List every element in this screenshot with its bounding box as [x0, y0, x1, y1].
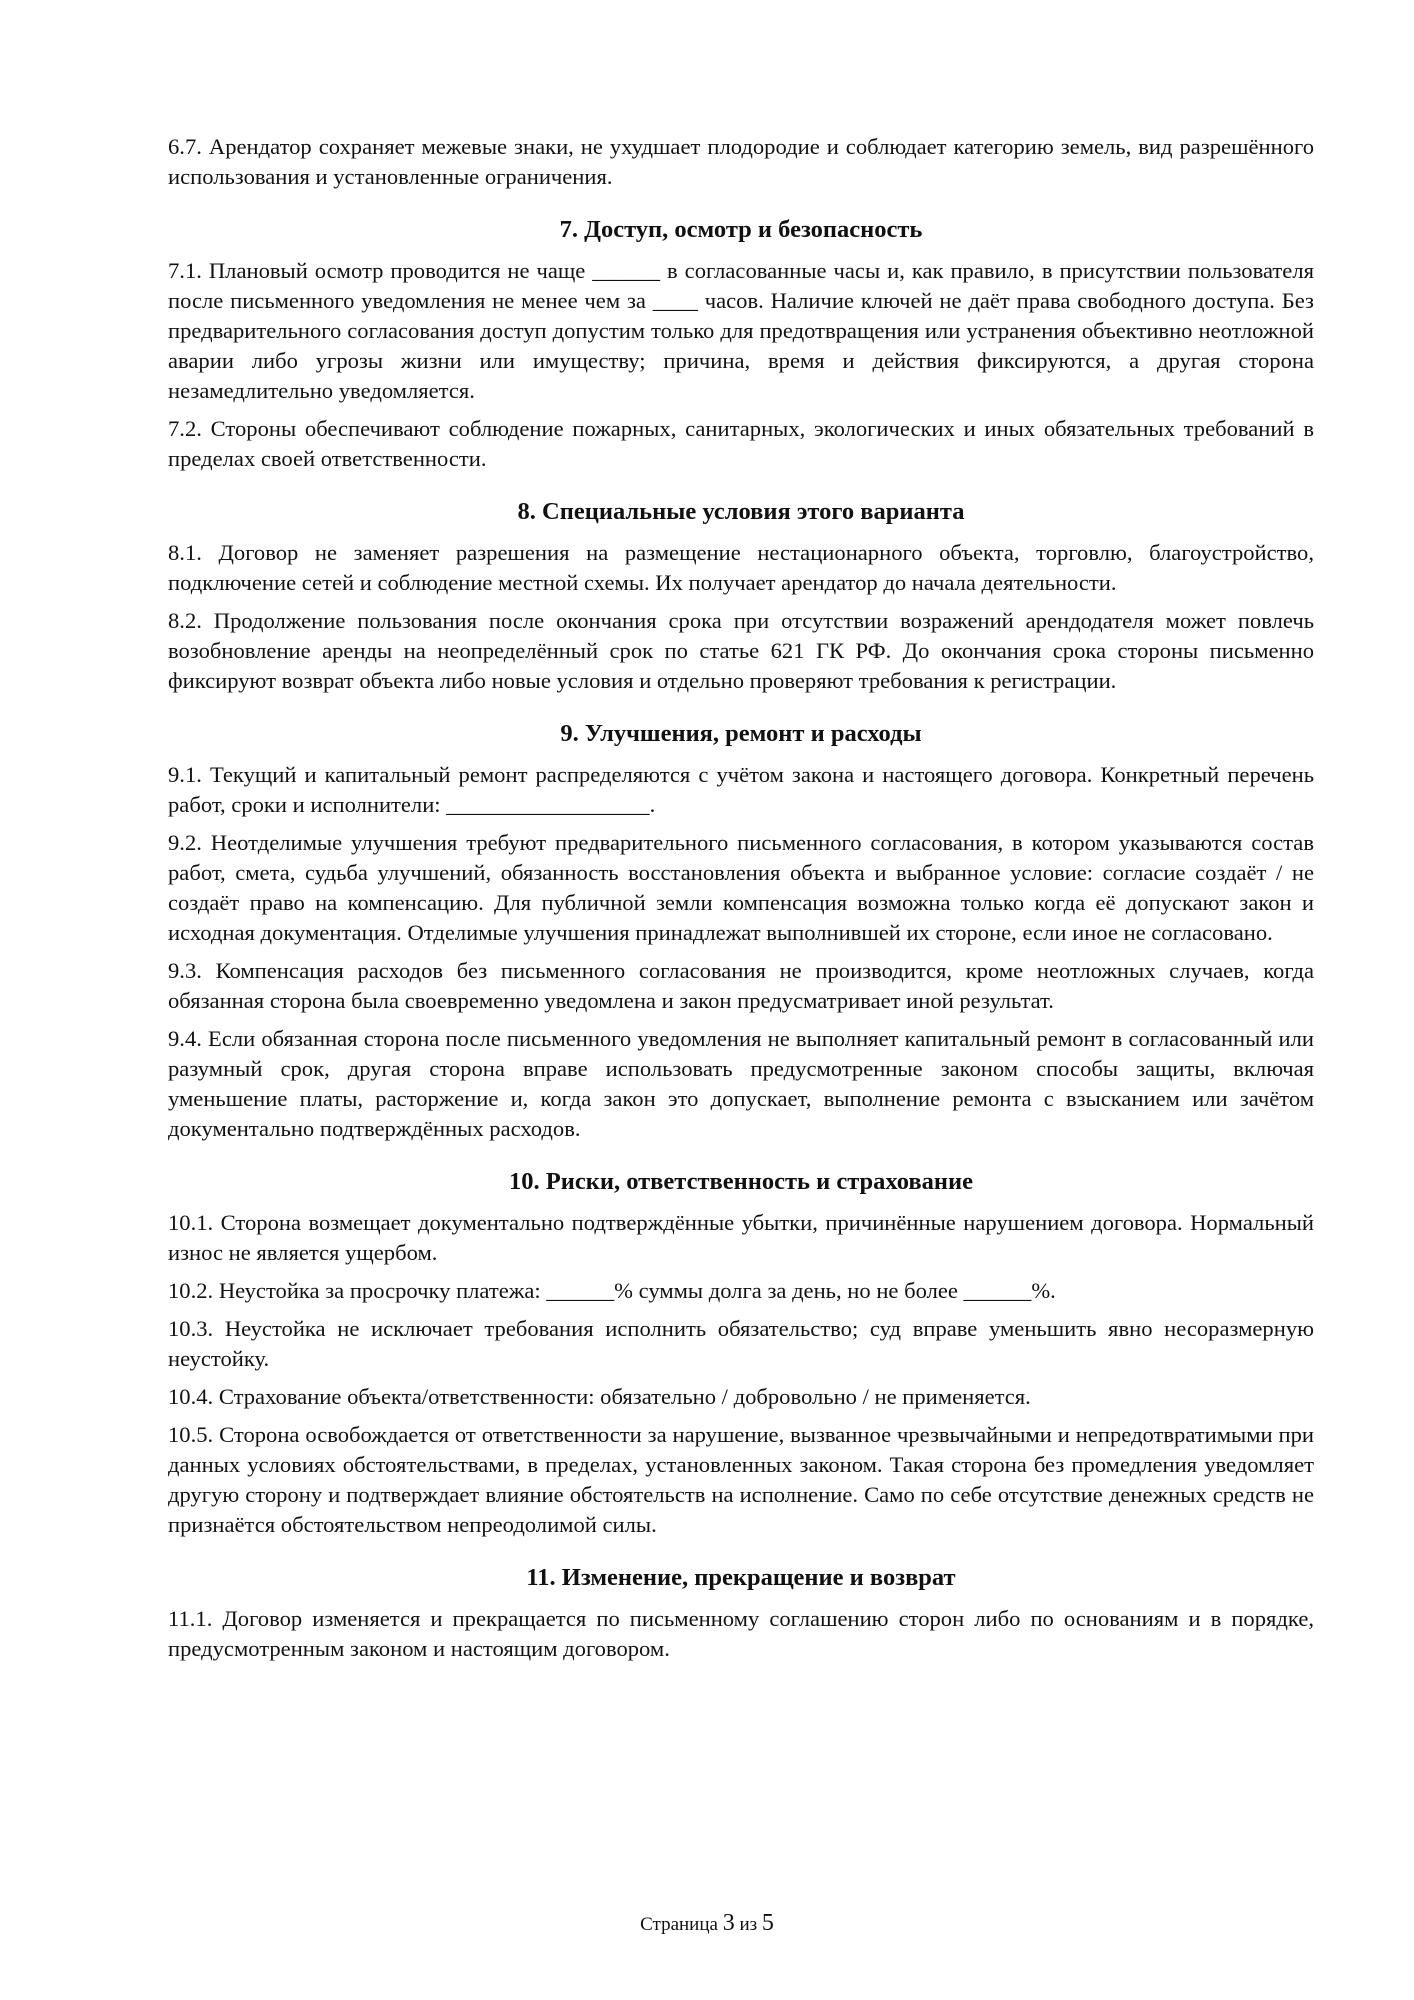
clause-10-3: 10.3. Неустойка не исключает требования исполнить обязательство; суд вправе уменьшить явно несоразмерную неустойку. — [168, 1316, 1320, 1371]
clause-10-4: 10.4. Страхование объекта/ответственности: обязательно / добровольно / не применяется. — [168, 1384, 1031, 1409]
clause-7-1: 7.1. Плановый осмотр проводится не чаще ______ в согласованные часы и, как правило, в присутствии пользователя после письменного уведомления не менее чем за ____ часов. Наличие ключей не даёт права свободного доступа. Без предварительного согласования доступ допустим только для предотвращения или устранения объективно неотложной аварии либо угрозы жизни или имуществу; причина, время и действия фиксируются, а другая сторона незамедлительно уведомляется. — [168, 258, 1320, 403]
clause-9-3: 9.3. Компенсация расходов без письменного согласования не производится, кроме неотложных случаев, когда обязанная сторона была своевременно уведомлена и закон предусматривает иной результат. — [168, 958, 1320, 1013]
page-separator: из — [739, 1914, 758, 1935]
section-9-heading: 9. Улучшения, ремонт и расходы — [560, 720, 922, 747]
clause-10-5: 10.5. Сторона освобождается от ответственности за нарушение, вызванное чрезвычайными и непредотвратимыми при данных условиях обстоятельствами, в пределах, установленных законом. Такая сторона без промедления уведомляет другую сторону и подтверждает влияние обстоятельств на исполнение. Само по себе отсутствие денежных средств не признаётся обстоятельством непреодолимой силы. — [168, 1422, 1320, 1537]
clause-10-1: 10.1. Сторона возмещает документально подтверждённые убытки, причинённые нарушением договора. Нормальный износ не является ущербом. — [168, 1210, 1320, 1265]
clause-8-1: 8.1. Договор не заменяет разрешения на размещение нестационарного объекта, торговлю, благоустройство, подключение сетей и соблюдение местной схемы. Их получает арендатор до начала деятельности. — [168, 540, 1320, 595]
clause-9-4: 9.4. Если обязанная сторона после письменного уведомления не выполняет капитальный ремонт в согласованный или разумный срок, другая сторона вправе использовать предусмотренные законом способы защиты, включая уменьшение платы, расторжение и, когда закон это допускает, выполнение ремонта с взысканием или зачётом документально подтверждённых расходов. — [168, 1026, 1320, 1141]
clause-8-2: 8.2. Продолжение пользования после окончания срока при отсутствии возражений арендодателя может повлечь возобновление аренды на неопределённый срок по статье 621 ГК РФ. До окончания срока стороны письменно фиксируют возврат объекта либо новые условия и отдельно проверяют требования к регистрации. — [168, 608, 1320, 693]
clause-11-1: 11.1. Договор изменяется и прекращается по письменному соглашению сторон либо по основаниям и в порядке, предусмотренным законом и настоящим договором. — [168, 1606, 1320, 1661]
document-page — [168, 132, 1320, 1672]
page-label: Страница — [640, 1914, 718, 1935]
clause-10-2: 10.2. Неустойка за просрочку платежа: ______% суммы долга за день, но не более ______%. — [168, 1278, 1056, 1303]
page-current: 3 — [722, 1910, 735, 1936]
clause-9-2: 9.2. Неотделимые улучшения требуют предварительного письменного согласования, в котором указываются состав работ, смета, судьба улучшений, обязанность восстановления объекта и выбранное условие: согласие создаёт / не создаёт право на компенсацию. Для публичной земли компенсация возможна только когда её допускают закон и исходная документация. Отделимые улучшения принадлежат выполнившей их стороне, если иное не согласовано. — [168, 830, 1320, 945]
section-11-heading: 11. Изменение, прекращение и возврат — [526, 1564, 956, 1591]
page-total: 5 — [761, 1910, 774, 1936]
section-7-heading: 7. Доступ, осмотр и безопасность — [559, 216, 923, 243]
clause-6-7: 6.7. Арендатор сохраняет межевые знаки, не ухудшает плодородие и соблюдает категорию земель, вид разрешённого использования и установленные ограничения. — [168, 134, 1320, 189]
section-8-heading: 8. Специальные условия этого варианта — [517, 498, 965, 525]
clause-9-1: 9.1. Текущий и капитальный ремонт распределяются с учётом закона и настоящего договора. Конкретный перечень работ, сроки и исполнители: __________________. — [168, 762, 1320, 817]
section-10-heading: 10. Риски, ответственность и страхование — [509, 1168, 973, 1195]
page-footer — [0, 1908, 1414, 1940]
clause-7-2: 7.2. Стороны обеспечивают соблюдение пожарных, санитарных, экологических и иных обязательных требований в пределах своей ответственности. — [168, 416, 1320, 471]
